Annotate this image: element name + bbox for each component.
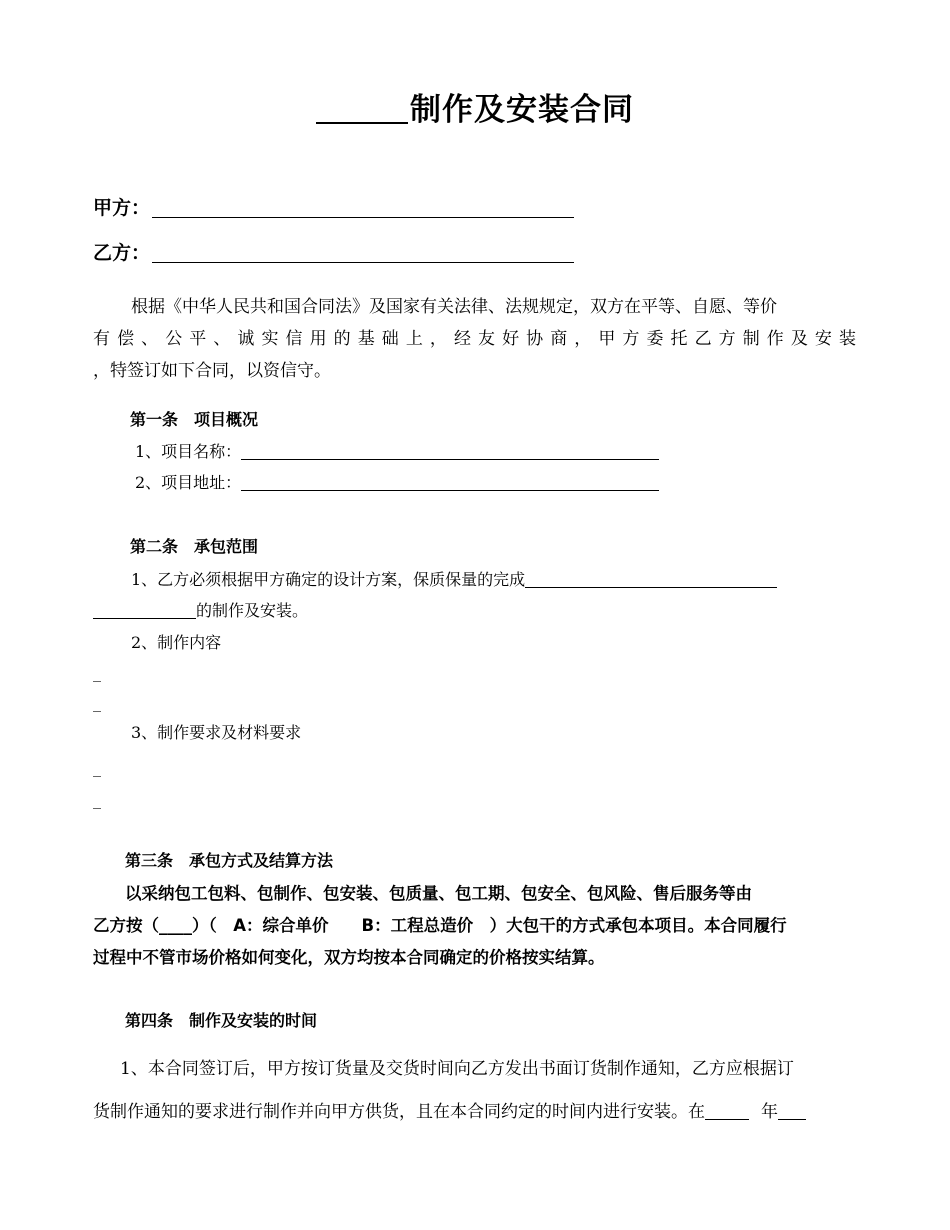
scope-item-1-line-a	[131, 567, 777, 590]
project-name-row	[135, 439, 659, 462]
article-4-line-2-text: 货制作通知的要求进行制作并向甲方供货，且在本合同约定的时间内进行安装。在	[93, 1102, 705, 1122]
title-text: 制作及安装合同	[410, 92, 634, 128]
article-1-heading: 第一条 项目概况	[130, 410, 259, 429]
document-title	[0, 84, 950, 129]
intro-line-1: 根据《中华人民共和国合同法》及国家有关法律、法规规定，双方在平等、自愿、等价	[131, 297, 777, 317]
project-name-label: 1、项目名称：	[135, 442, 242, 461]
party-a-row	[93, 193, 574, 220]
article-3-heading: 第三条 承包方式及结算方法	[125, 851, 334, 870]
scope-item-1-text-end: 的制作及安装。	[196, 601, 309, 620]
party-b-blank-line	[152, 244, 574, 263]
party-a-label: 甲方：	[93, 197, 151, 219]
scope-item-1-line-b	[93, 598, 308, 621]
article-4-line-2	[93, 1097, 806, 1122]
party-b-label: 乙方：	[93, 242, 151, 264]
scope-blank-line-2	[93, 602, 196, 619]
intro-line-2: 有偿、公平、诚实信用的基础上，经友好协商，甲方委托乙方制作及安装	[93, 329, 856, 349]
article-3-line-2: 乙方按（____）（ A：综合单价 B：工程总造价 ）大包干的方式承包本项目。本合同履行	[93, 916, 787, 935]
article-3-line-1: 以采纳包工包料、包制作、包安装、包质量、包工期、包安全、包风险、售后服务等由	[125, 884, 752, 903]
scope-content-blank-2: _	[93, 693, 101, 712]
party-b-row	[93, 238, 574, 265]
scope-item-2: 2、制作内容	[131, 633, 222, 652]
project-address-blank-line	[241, 474, 659, 491]
article-2-heading: 第二条 承包范围	[130, 537, 259, 556]
scope-requirement-blank-2: _	[93, 790, 101, 809]
article-4-heading: 第四条 制作及安装的时间	[125, 1011, 318, 1030]
project-name-blank-line	[241, 443, 659, 460]
scope-requirement-blank-1: _	[93, 758, 101, 777]
scope-blank-line-1	[525, 571, 777, 588]
party-a-blank-line	[152, 199, 574, 218]
scope-content-blank-1: _	[93, 663, 101, 682]
intro-line-3: ，特签订如下合同，以资信守。	[93, 361, 331, 381]
project-address-label: 2、项目地址：	[135, 473, 242, 492]
article-4-line-1: 1、本合同签订后，甲方按订货量及交货时间向乙方发出书面订货制作通知，乙方应根据订	[120, 1059, 794, 1079]
title-blank-line	[316, 92, 408, 124]
year-blank-line	[705, 1103, 749, 1120]
article-3-line-3: 过程中不管市场价格如何变化，双方均按本合同确定的价格按实结算。	[93, 948, 605, 967]
scope-item-1-text: 1、乙方必须根据甲方确定的设计方案，保质保量的完成	[131, 570, 526, 589]
month-blank-line	[778, 1103, 806, 1120]
scope-item-3: 3、制作要求及材料要求	[131, 723, 302, 742]
project-address-row	[135, 470, 659, 493]
year-label: 年	[761, 1102, 778, 1122]
